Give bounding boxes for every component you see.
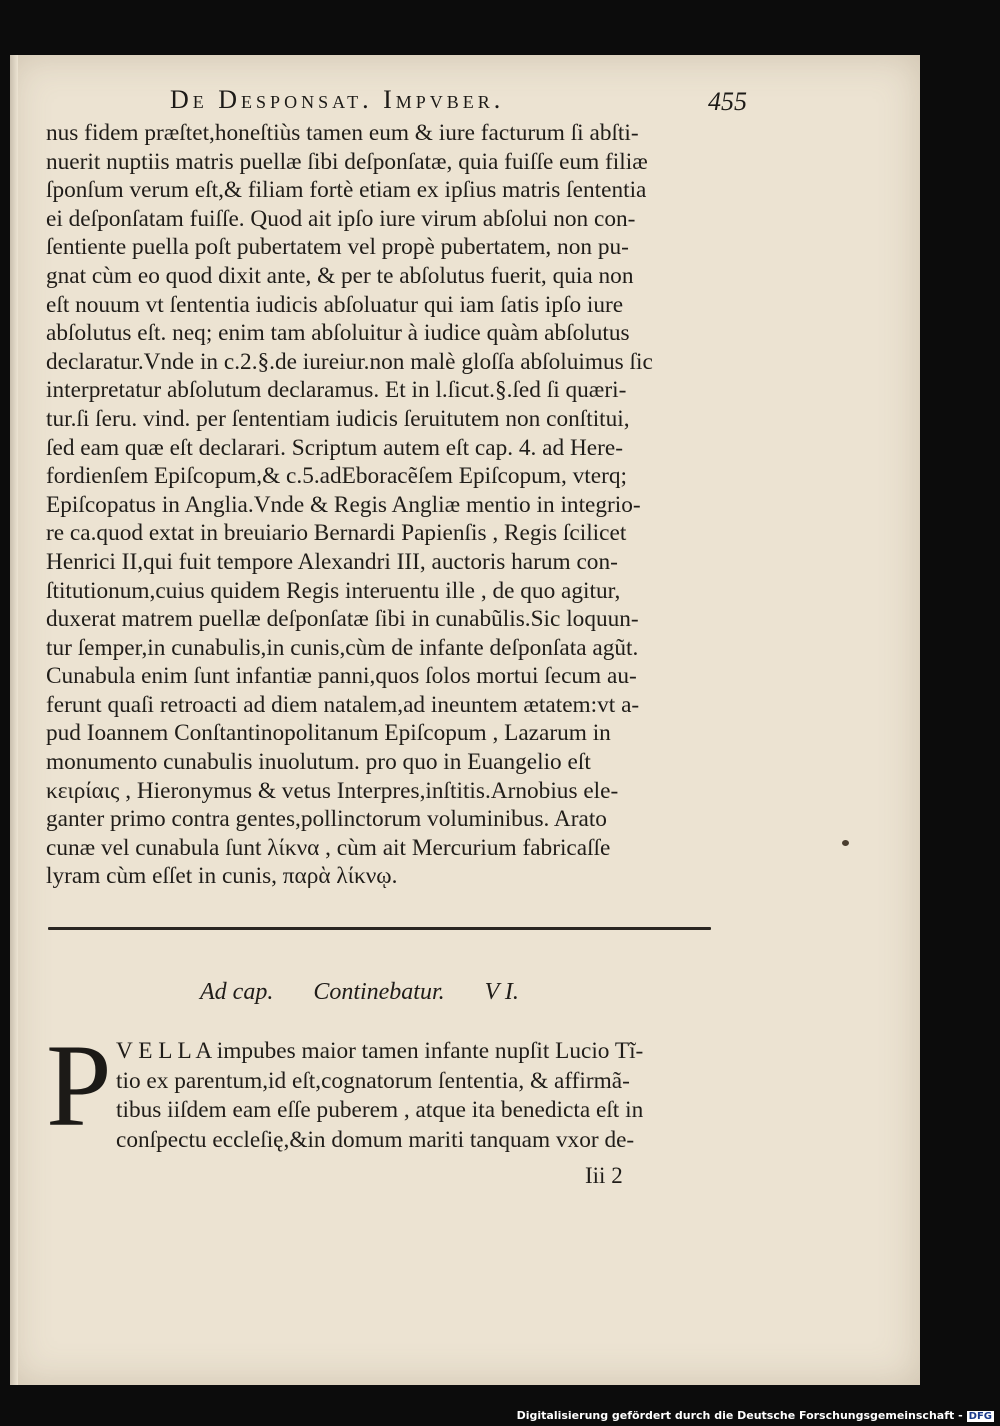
book-page: [10, 55, 920, 1385]
text-line: ſtitutionum,cuius quidem Regis interuentu ille , de quo agitur,: [46, 577, 621, 604]
text-line: tibus iiſdem eam eſſe puberem , atque ita benedicta eſt in: [116, 1097, 644, 1123]
text-line: Cunabula enim ſunt infantiæ panni,quos ſolos mortui ſecum au-: [46, 663, 637, 690]
page-edge: [10, 55, 18, 1385]
text-line: lyram cùm eſſet in cunis, παρὰ λίκνῳ.: [46, 863, 398, 890]
text-line: ſponſum verum eſt,& filiam fortè etiam ex ipſius matris ſententia: [46, 177, 647, 204]
text-line: ei deſponſatam fuiſſe. Quod ait ipſo iure virum abſolui non con-: [46, 205, 636, 232]
paper-speck: [842, 840, 849, 846]
text-line: fordienſem Epiſcopum,& c.5.adEboracẽſem Epiſcopum, vterq;: [46, 463, 627, 490]
chapter-heading-part: Continebatur.: [313, 979, 445, 1005]
text-line: V E L L A impubes maior tamen infante nupſit Lucio Tĩ-: [116, 1038, 644, 1064]
main-text: [46, 119, 726, 891]
text-line: nus fidem præſtet,honeſtiùs tamen eum & iure facturum ſi abſti-: [46, 120, 639, 146]
text-line: tur.ſi ſeru. vind. per ſententiam iudicis ſeruitutem non conſtitui,: [46, 405, 630, 432]
text-line: eſt nouum vt ſententia iudicis abſoluatur qui iam ſatis ipſo iure: [46, 291, 624, 318]
chapter-text: [116, 1037, 716, 1155]
text-line: tio ex parentum,id eſt,cognatorum ſententia, & affirmã-: [116, 1067, 630, 1094]
text-line: Epiſcopatus in Anglia.Vnde & Regis Angliæ mentio in integrio-: [46, 491, 641, 518]
text-line: nuerit nuptiis matris puellæ ſibi deſponſatæ, quia fuiſſe eum filiæ: [46, 148, 648, 175]
text-line: ganter primo contra gentes,pollinctorum voluminibus. Arato: [46, 806, 607, 833]
digitization-credit: [517, 1409, 994, 1422]
text-line: conſpectu eccleſię,&in domum mariti tanquam vxor de-: [116, 1126, 635, 1153]
text-line: re ca.quod extat in breuiario Bernardi Papienſis , Regis ſcilicet: [46, 520, 627, 547]
signature-mark: Iii 2: [585, 1163, 623, 1188]
text-line: abſolutus eſt. neq; enim tam abſoluitur à iudice quàm abſolutus: [46, 320, 630, 347]
chapter-heading-part: V I.: [484, 979, 519, 1005]
chapter-heading-part: Ad cap.: [200, 979, 274, 1005]
text-line: duxerat matrem puellæ deſponſatæ ſibi in cunabũlis.Sic loquun-: [46, 606, 639, 633]
text-line: tur ſemper,in cunabulis,in cunis,cùm de infante deſponſata agũt.: [46, 634, 639, 661]
page-number: 455: [708, 87, 747, 116]
text-line: pud Ioannem Conſtantinopolitanum Epiſcopum , Lazarum in: [46, 720, 611, 747]
text-line: declaratur.Vnde in c.2.§.de iureiur.non malè gloſſa abſoluimus ſic: [46, 348, 653, 375]
dfg-logo: DFG: [968, 1410, 992, 1422]
chapter-heading: [200, 979, 700, 1006]
section-divider: [48, 927, 711, 930]
text-line: ferunt quaſi retroacti ad diem natalem,ad ineuntem ætatem:vt a-: [46, 691, 640, 718]
text-line: cunæ vel cunabula ſunt λίκνα , cùm ait Mercurium fabricaſſe: [46, 834, 611, 861]
text-line: Henrici II,qui fuit tempore Alexandri III, auctoris harum con-: [46, 548, 618, 575]
credit-text: Digitalisierung gefördert durch die Deutsche Forschungsgemeinschaft -: [516, 1409, 963, 1422]
text-line: interpretatur abſolutum declaramus. Et in l.ſicut.§.ſed ſi quæri-: [46, 377, 627, 404]
text-line: κειρίαις , Hieronymus & vetus Interpres,inſtitis.Arnobius ele-: [46, 777, 619, 804]
text-line: monumento cunabulis inuolutum. pro quo in Euangelio eſt: [46, 749, 591, 776]
text-line: ſentiente puella poſt pubertatem vel propè pubertatem, non pu-: [46, 234, 629, 261]
text-line: gnat cùm eo quod dixit ante, & per te abſolutus fuerit, quia non: [46, 262, 634, 289]
drop-cap: P: [46, 1020, 112, 1151]
text-line: ſed eam quæ eſt declarari. Scriptum autem eſt cap. 4. ad Here-: [46, 434, 624, 461]
running-head: De Desponsat. Impvber.: [170, 85, 505, 114]
